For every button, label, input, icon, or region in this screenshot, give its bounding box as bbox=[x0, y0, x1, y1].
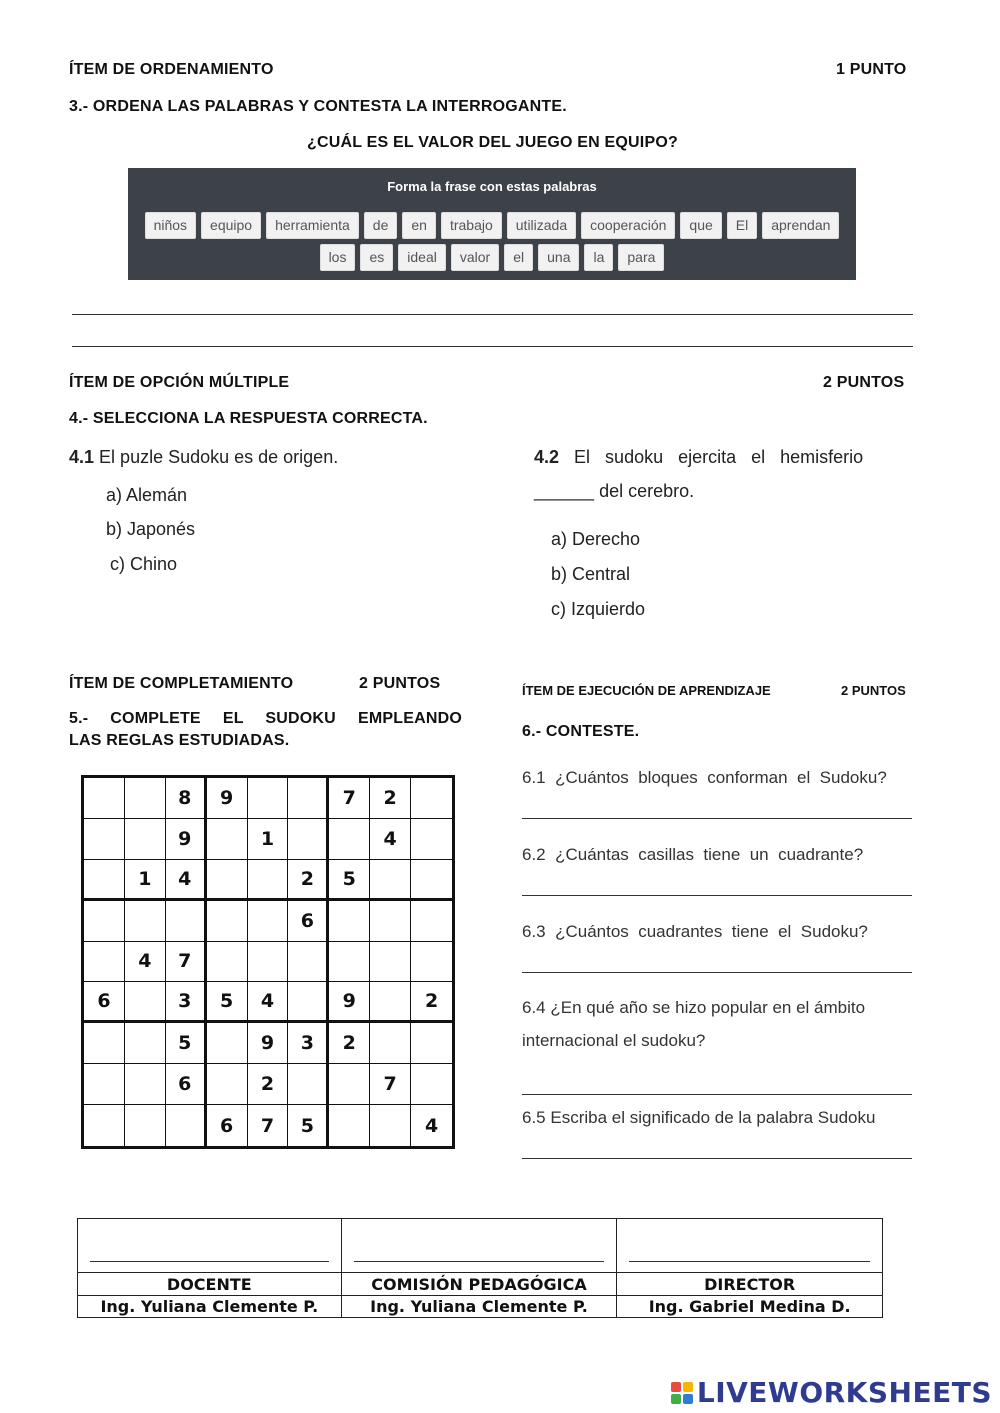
sudoku-cell[interactable] bbox=[248, 860, 289, 901]
sudoku-cell[interactable] bbox=[84, 1064, 125, 1105]
word-chip[interactable]: que bbox=[680, 212, 721, 239]
sudoku-cell[interactable] bbox=[166, 901, 207, 942]
word-bank-panel bbox=[128, 168, 856, 280]
sudoku-cell: 5 bbox=[288, 1105, 329, 1146]
sudoku-cell[interactable] bbox=[207, 1064, 248, 1105]
word-row-1 bbox=[128, 212, 856, 239]
signature-table bbox=[77, 1218, 883, 1318]
sudoku-cell[interactable] bbox=[84, 860, 125, 901]
question-4-2 bbox=[534, 447, 863, 468]
sudoku-cell: 4 bbox=[248, 982, 289, 1023]
word-chip[interactable]: el bbox=[504, 244, 533, 271]
sudoku-cell: 4 bbox=[166, 860, 207, 901]
answer-line-1[interactable] bbox=[72, 314, 913, 315]
question-4-2-number: 4.2 bbox=[534, 447, 560, 467]
sudoku-cell[interactable] bbox=[370, 1105, 411, 1146]
sudoku-cell[interactable] bbox=[207, 819, 248, 860]
answer-line-6-4[interactable] bbox=[522, 1094, 912, 1095]
item3-question: ¿CUÁL ES EL VALOR DEL JUEGO EN EQUIPO? bbox=[307, 134, 678, 151]
item5-header: ÍTEM DE COMPLETAMIENTO bbox=[69, 675, 294, 692]
sudoku-cell[interactable] bbox=[411, 942, 452, 983]
role-director: DIRECTOR bbox=[617, 1273, 883, 1296]
word-chip[interactable]: niños bbox=[145, 212, 196, 239]
sudoku-cell: 6 bbox=[84, 982, 125, 1023]
liveworksheets-logo-icon bbox=[671, 1382, 693, 1404]
option-4-2-c[interactable]: c) Izquierdo bbox=[551, 599, 646, 619]
item5-instruction-line2: LAS REGLAS ESTUDIADAS. bbox=[69, 732, 290, 749]
sudoku-cell[interactable] bbox=[125, 1105, 166, 1146]
sudoku-cell: 2 bbox=[248, 1064, 289, 1105]
sudoku-cell: 5 bbox=[329, 860, 370, 901]
answer-line-6-3[interactable] bbox=[522, 972, 912, 973]
signature-line bbox=[354, 1261, 605, 1262]
item4-points: 2 PUNTOS bbox=[823, 374, 905, 391]
item3-points: 1 PUNTO bbox=[836, 61, 907, 78]
sudoku-cell[interactable] bbox=[125, 982, 166, 1023]
sudoku-grid bbox=[81, 775, 455, 1149]
signature-comision bbox=[341, 1219, 617, 1273]
liveworksheets-logo bbox=[671, 1376, 992, 1409]
word-chip[interactable]: ideal bbox=[398, 244, 446, 271]
word-chip[interactable]: herramienta bbox=[266, 212, 359, 239]
word-chip[interactable]: utilizada bbox=[507, 212, 576, 239]
sudoku-cell: 9 bbox=[329, 982, 370, 1023]
sudoku-cell[interactable] bbox=[370, 942, 411, 983]
sudoku-cell: 7 bbox=[329, 778, 370, 819]
name-director: Ing. Gabriel Medina D. bbox=[617, 1296, 883, 1318]
sudoku-cell: 3 bbox=[288, 1023, 329, 1064]
sudoku-cell[interactable] bbox=[329, 819, 370, 860]
word-chip[interactable]: El bbox=[727, 212, 757, 239]
word-chip[interactable]: aprendan bbox=[762, 212, 839, 239]
signature-line bbox=[90, 1261, 329, 1262]
sudoku-cell[interactable] bbox=[84, 901, 125, 942]
item4-header: ÍTEM DE OPCIÓN MÚLTIPLE bbox=[69, 374, 290, 391]
sudoku-cell[interactable] bbox=[370, 982, 411, 1023]
answer-line-2[interactable] bbox=[72, 346, 913, 347]
item6-points: 2 PUNTOS bbox=[841, 683, 906, 698]
question-4-2-text-line2: ______ del cerebro. bbox=[534, 481, 695, 501]
sudoku-cell: 3 bbox=[166, 982, 207, 1023]
signature-director bbox=[617, 1219, 883, 1273]
item3-instruction: 3.- ORDENA LAS PALABRAS Y CONTESTA LA INTERROGANTE. bbox=[69, 98, 567, 115]
role-docente: DOCENTE bbox=[78, 1273, 342, 1296]
sudoku-cell[interactable] bbox=[248, 901, 289, 942]
option-4-2-a[interactable]: a) Derecho bbox=[551, 529, 641, 549]
item3-header: ÍTEM DE ORDENAMIENTO bbox=[69, 61, 274, 78]
sudoku-cell[interactable] bbox=[288, 982, 329, 1023]
question-6-2: 6.2 ¿Cuántas casillas tiene un cuadrante? bbox=[522, 845, 864, 864]
sudoku-cell[interactable] bbox=[288, 942, 329, 983]
sudoku-cell: 7 bbox=[248, 1105, 289, 1146]
word-chip[interactable]: la bbox=[584, 244, 613, 271]
sudoku-cell: 6 bbox=[207, 1105, 248, 1146]
sudoku-cell[interactable] bbox=[207, 1023, 248, 1064]
sudoku-cell[interactable] bbox=[125, 901, 166, 942]
sudoku-cell: 9 bbox=[166, 819, 207, 860]
sudoku-cell: 2 bbox=[370, 778, 411, 819]
sudoku-cell[interactable] bbox=[411, 901, 452, 942]
question-6-5: 6.5 Escriba el significado de la palabra Sudoku bbox=[522, 1108, 876, 1127]
sudoku-cell[interactable] bbox=[125, 819, 166, 860]
word-bank-title: Forma la frase con estas palabras bbox=[387, 179, 597, 194]
sudoku-cell[interactable] bbox=[84, 1105, 125, 1146]
sudoku-cell[interactable] bbox=[125, 1064, 166, 1105]
word-chip[interactable]: de bbox=[364, 212, 398, 239]
sudoku-cell[interactable] bbox=[329, 942, 370, 983]
sudoku-cell[interactable] bbox=[411, 860, 452, 901]
sudoku-cell[interactable] bbox=[207, 901, 248, 942]
sudoku-cell[interactable] bbox=[84, 778, 125, 819]
answer-line-6-2[interactable] bbox=[522, 895, 912, 896]
signature-docente bbox=[78, 1219, 342, 1273]
item4-instruction: 4.- SELECCIONA LA RESPUESTA CORRECTA. bbox=[69, 410, 428, 427]
sudoku-cell[interactable] bbox=[370, 1023, 411, 1064]
word-chip[interactable]: es bbox=[360, 244, 393, 271]
sudoku-cell[interactable] bbox=[207, 860, 248, 901]
item5-points: 2 PUNTOS bbox=[359, 675, 441, 692]
option-4-1-b[interactable]: b) Japonés bbox=[106, 519, 196, 539]
sudoku-cell[interactable] bbox=[84, 942, 125, 983]
question-4-2-text: El sudoku ejercita el hemisferio bbox=[574, 447, 864, 467]
sudoku-cell: 1 bbox=[125, 860, 166, 901]
sudoku-cell[interactable] bbox=[84, 819, 125, 860]
question-6-1: 6.1 ¿Cuántos bloques conforman el Sudoku? bbox=[522, 768, 887, 787]
sudoku-cell: 6 bbox=[288, 901, 329, 942]
sudoku-cell[interactable] bbox=[411, 1023, 452, 1064]
sudoku-cell[interactable] bbox=[411, 778, 452, 819]
word-row-2 bbox=[128, 244, 856, 271]
sudoku-cell: 4 bbox=[424, 1114, 439, 1137]
word-chip[interactable]: cooperación bbox=[581, 212, 675, 239]
word-chip[interactable]: en bbox=[402, 212, 436, 239]
sudoku-cell: 2 bbox=[288, 860, 329, 901]
question-6-4-line2: internacional el sudoku? bbox=[522, 1031, 706, 1050]
sudoku-cell: 9 bbox=[248, 1023, 289, 1064]
brand-text: LIVEWORKSHEETS bbox=[696, 1376, 992, 1409]
sudoku-cell: 5 bbox=[207, 982, 248, 1023]
sudoku-cell[interactable] bbox=[125, 1023, 166, 1064]
item5-instruction-line1: 5.- COMPLETE EL SUDOKU EMPLEANDO bbox=[69, 710, 462, 727]
word-chip[interactable]: los bbox=[320, 244, 356, 271]
sudoku-cell: 1 bbox=[248, 819, 289, 860]
sudoku-cell[interactable] bbox=[370, 901, 411, 942]
role-comision: COMISIÓN PEDAGÓGICA bbox=[341, 1273, 617, 1296]
sudoku-cell[interactable] bbox=[248, 778, 289, 819]
sudoku-cell[interactable] bbox=[370, 860, 411, 901]
sudoku-cell: 2 bbox=[329, 1023, 370, 1064]
signature-line bbox=[629, 1261, 870, 1262]
name-docente: Ing. Yuliana Clemente P. bbox=[78, 1296, 342, 1318]
answer-line-6-1[interactable] bbox=[522, 818, 912, 819]
sudoku-cell: 5 bbox=[166, 1023, 207, 1064]
sudoku-cell[interactable] bbox=[166, 1105, 207, 1146]
option-4-2-b[interactable]: b) Central bbox=[551, 564, 631, 584]
sudoku-cell: 6 bbox=[166, 1064, 207, 1105]
word-chip[interactable]: una bbox=[538, 244, 579, 271]
sudoku-cell[interactable] bbox=[329, 1064, 370, 1105]
sudoku-cell[interactable] bbox=[411, 819, 452, 860]
sudoku-cell: 9 bbox=[207, 778, 248, 819]
sudoku-cell[interactable] bbox=[207, 942, 248, 983]
sudoku-cell: 7 bbox=[166, 942, 207, 983]
name-comision: Ing. Yuliana Clemente P. bbox=[341, 1296, 617, 1318]
sudoku-cell: 2 bbox=[411, 982, 452, 1023]
item6-header: ÍTEM DE EJECUCIÓN DE APRENDIZAJE bbox=[522, 683, 771, 698]
option-4-1-c[interactable]: c) Chino bbox=[110, 554, 178, 574]
sudoku-cell: 7 bbox=[370, 1064, 411, 1105]
sudoku-cell[interactable] bbox=[411, 1064, 452, 1105]
question-4-1-text: El puzle Sudoku es de origen. bbox=[99, 447, 339, 467]
word-chip[interactable]: valor bbox=[451, 244, 499, 271]
option-4-1-a[interactable]: a) Alemán bbox=[106, 485, 188, 505]
sudoku-cell[interactable] bbox=[84, 1023, 125, 1064]
question-4-1-number: 4.1 bbox=[69, 447, 95, 467]
item6-instruction: 6.- CONTESTE. bbox=[522, 723, 640, 740]
sudoku-cell[interactable] bbox=[248, 942, 289, 983]
sudoku-cell[interactable] bbox=[288, 778, 329, 819]
word-chip[interactable]: trabajo bbox=[441, 212, 502, 239]
sudoku-cell: 8 bbox=[166, 778, 207, 819]
sudoku-cell[interactable] bbox=[329, 901, 370, 942]
sudoku-cell[interactable] bbox=[329, 1105, 370, 1146]
sudoku-cell: 4 bbox=[370, 819, 411, 860]
word-chip[interactable]: equipo bbox=[201, 212, 261, 239]
sudoku-cell[interactable] bbox=[288, 819, 329, 860]
question-4-1 bbox=[69, 447, 338, 468]
answer-line-6-5[interactable] bbox=[522, 1158, 912, 1159]
sudoku-cell[interactable] bbox=[288, 1064, 329, 1105]
question-6-4-line1: 6.4 ¿En qué año se hizo popular en el ámbito bbox=[522, 998, 866, 1017]
question-6-3: 6.3 ¿Cuántos cuadrantes tiene el Sudoku? bbox=[522, 922, 868, 941]
sudoku-cell[interactable] bbox=[125, 778, 166, 819]
word-chip[interactable]: para bbox=[618, 244, 664, 271]
sudoku-cell: 4 bbox=[125, 942, 166, 983]
